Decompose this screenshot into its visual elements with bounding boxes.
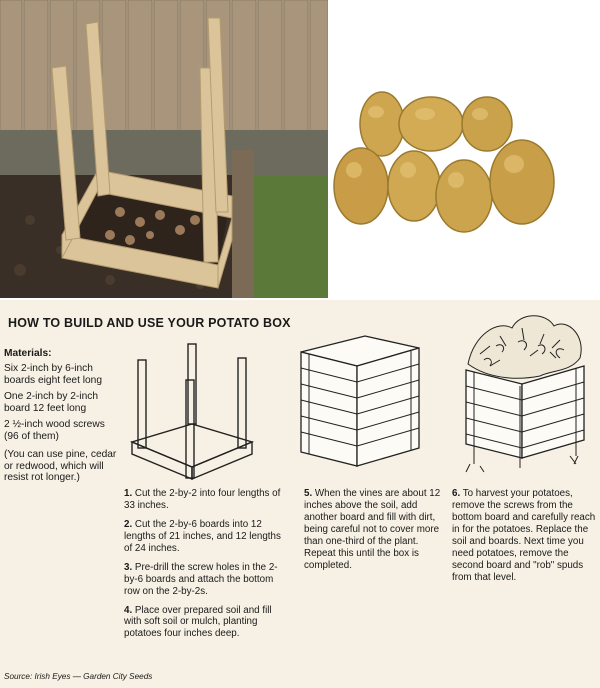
material-item: Six 2-inch by 6-inch boards eight feet long <box>4 362 102 386</box>
wood-frame-photo <box>0 0 328 298</box>
steps-column-3 <box>452 488 596 591</box>
step-6: 6. To harvest your potatoes, remove the screws from the bottom board and carefully reach in for the potatoes. Replace the soil and boards. Next time you need potatoes, remove the second board and "rob" spuds from that level. <box>452 488 596 583</box>
potatoes-photo <box>330 0 600 298</box>
box-illustration <box>295 330 425 470</box>
frame-illustration <box>122 342 262 482</box>
step-5: 5. When the vines are about 12 inches above the soil, add another board and fill with dirt, being careful not to cover more than one-third of the plant. Repeat this until the box is completed. <box>304 488 441 571</box>
step-4: 4. Place over prepared soil and fill with soft soil or mulch, planting potatoes four inches deep. <box>124 604 272 640</box>
materials-note: (You can use pine, cedar or redwood, which will resist rot longer.) <box>4 448 117 484</box>
step-3: 3. Pre-drill the screw holes in the 2-by-6 boards and attach the bottom row on the 2-by-2s. <box>124 561 278 597</box>
material-item: 2 ½-inch wood screws (96 of them) <box>4 418 105 442</box>
potato-box-panel <box>0 300 600 688</box>
materials-list <box>4 348 120 488</box>
step-1: 1. Cut the 2-by-2 into four lengths of 33 inches. <box>124 488 281 511</box>
material-item: One 2-inch by 2-inch board 12 feet long <box>4 390 99 414</box>
materials-heading: Materials: <box>4 348 52 359</box>
panel-title: HOW TO BUILD AND USE YOUR POTATO BOX <box>8 316 291 330</box>
steps-column-1 <box>124 488 284 647</box>
step-2: 2. Cut the 2-by-6 boards into 12 lengths of 21 inches, and 12 lengths of 24 inches. <box>124 518 281 554</box>
steps-column-2 <box>304 488 442 579</box>
photo-row <box>0 0 600 300</box>
source-credit: Source: Irish Eyes — Garden City Seeds <box>4 672 153 681</box>
planted-box-illustration <box>460 306 590 476</box>
